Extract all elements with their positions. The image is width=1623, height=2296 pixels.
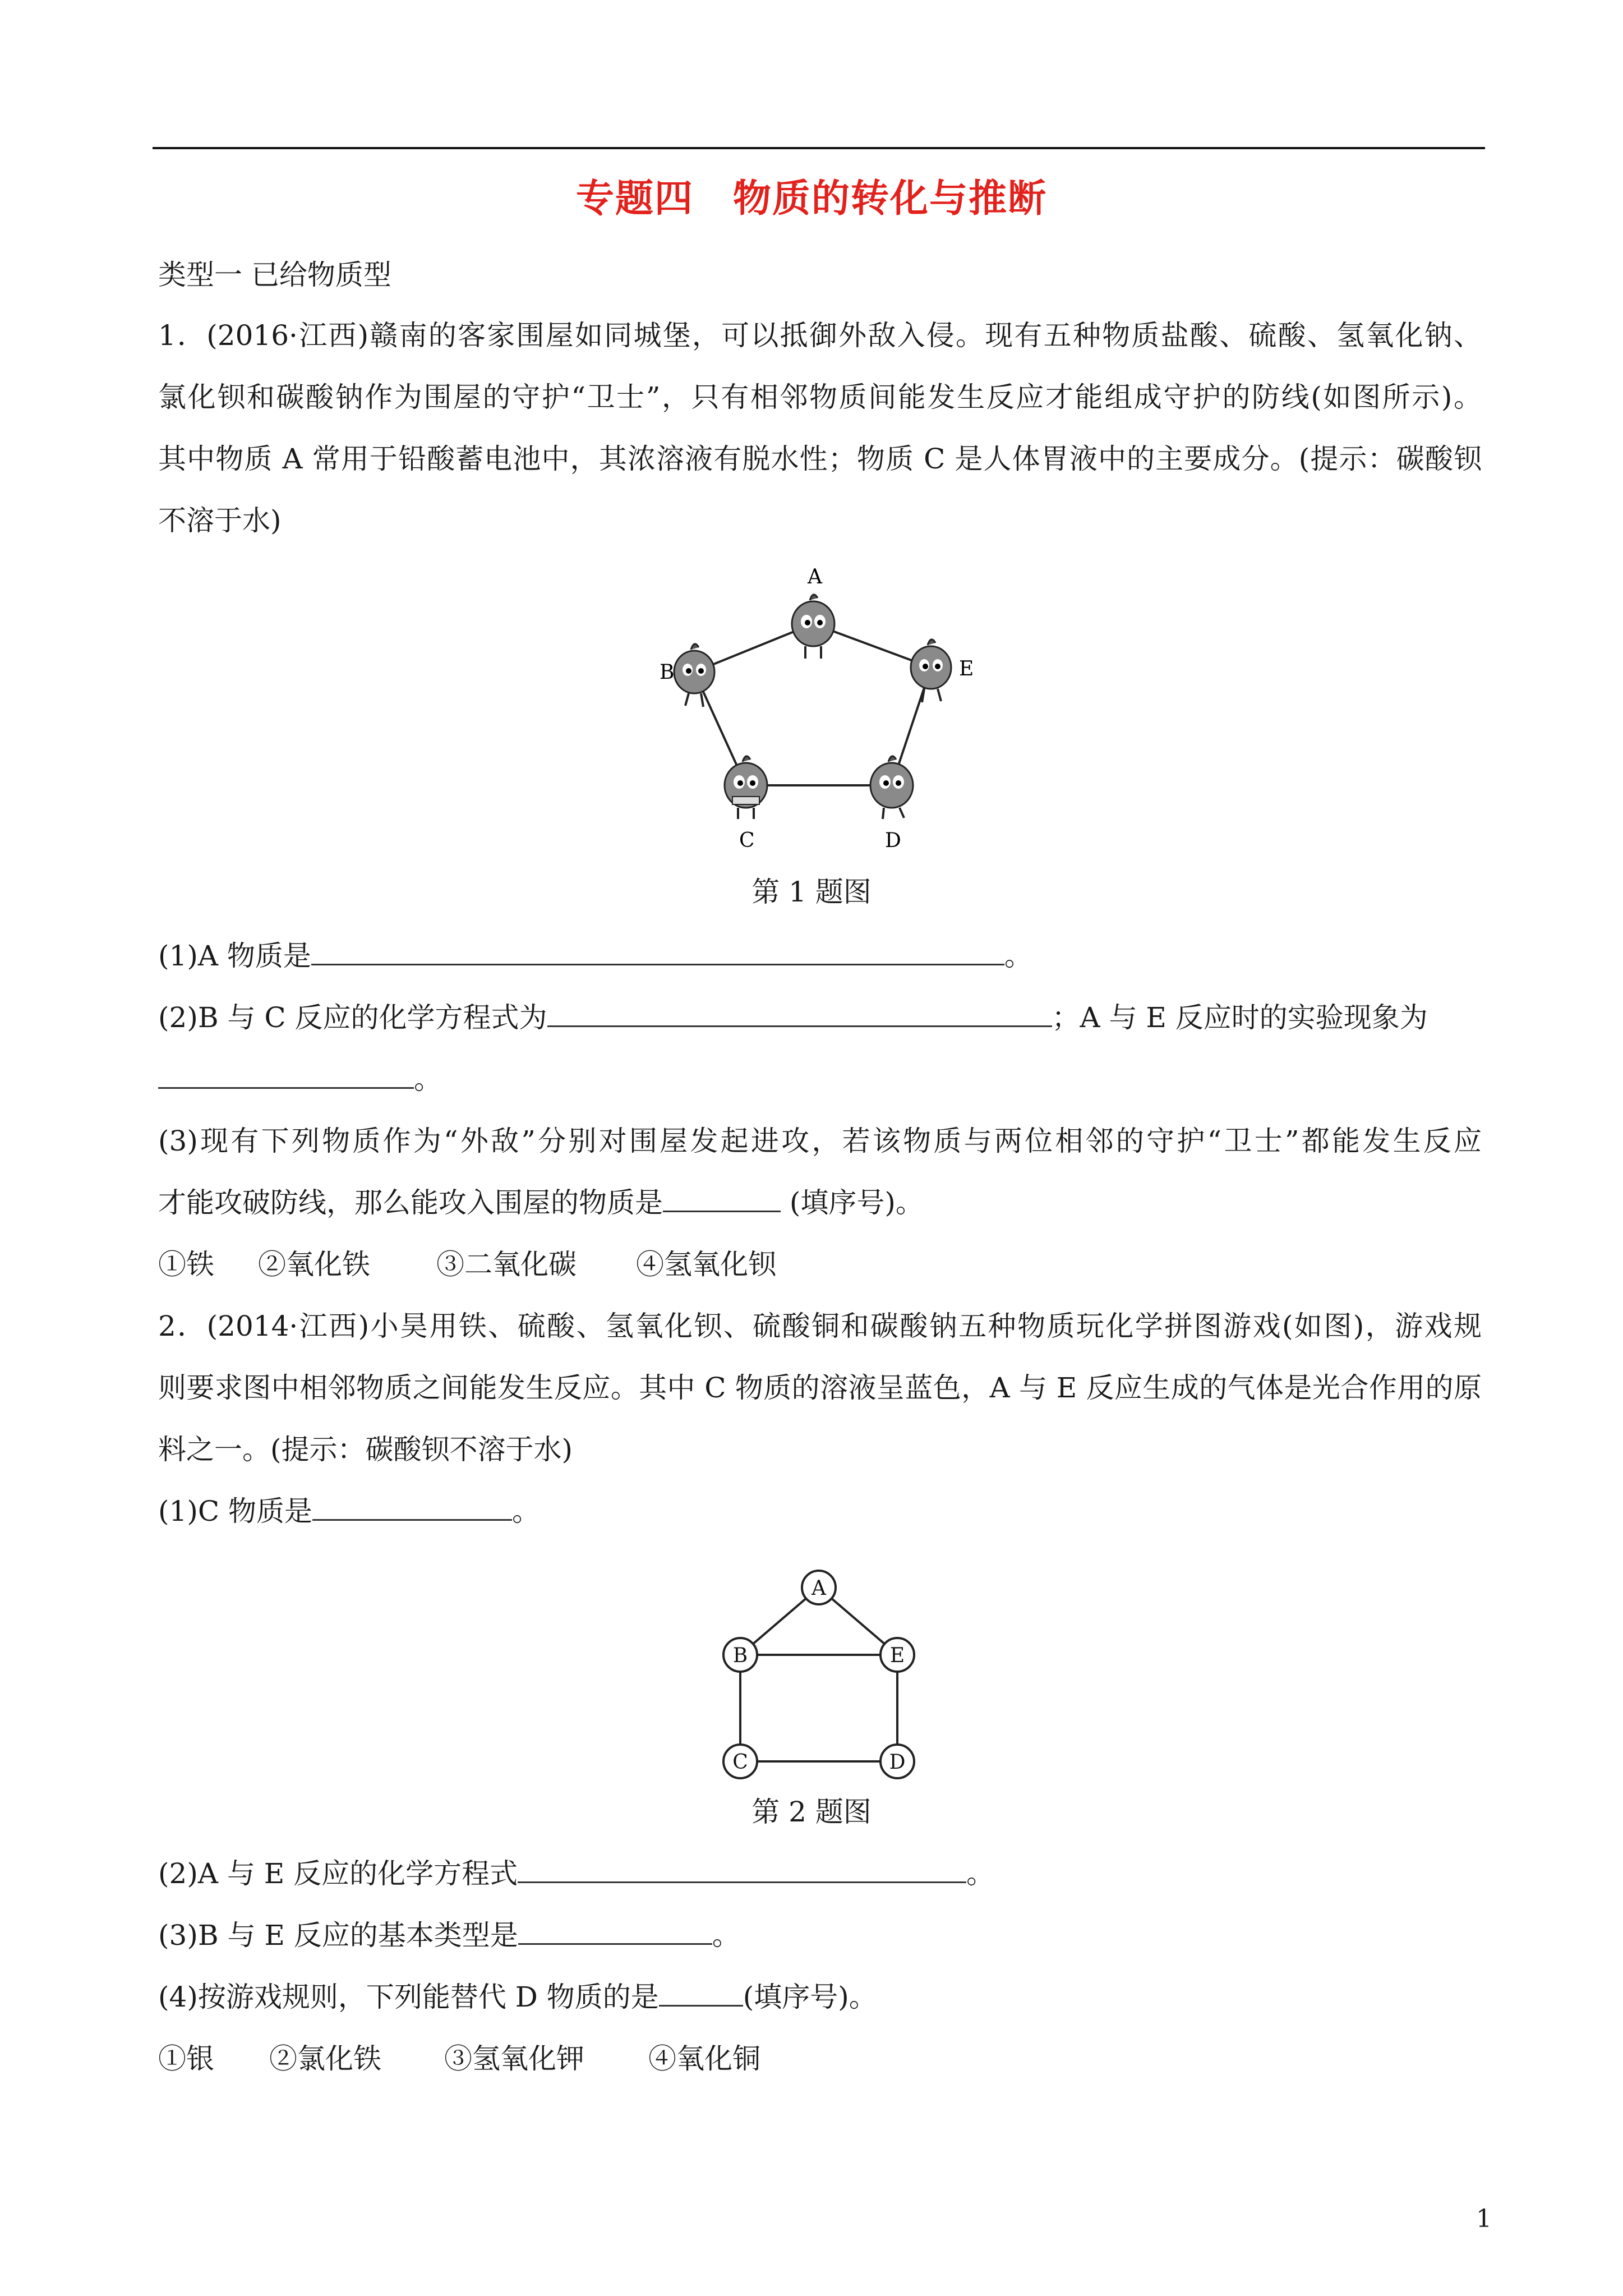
q2-answer-blank-4[interactable]: [659, 1980, 743, 2007]
q2-text-line-3: 料之一。(提示：碳酸钡不溶于水): [158, 1433, 573, 1466]
node-label-a: A: [808, 565, 822, 588]
q1-text-line-4: 不溶于水): [158, 504, 282, 537]
q2-option-1: ①银: [158, 2042, 214, 2075]
q2-part-4: [158, 1979, 1482, 2015]
q1-part-3-line-2: [158, 1185, 1482, 1221]
guard-figure-b: [674, 644, 714, 707]
q1-part-1: [158, 938, 1482, 974]
q1-part-3-prefix: 才能攻破防线，那么能攻入围屋的物质是: [158, 1186, 663, 1219]
q1-pentagon-diagram: [645, 561, 993, 864]
q1-text-line-1: 1．(2016·江西)赣南的客家围屋如同城堡，可以抵御外敌入侵。现有五种物质盐酸、硫酸、氢氧化钠、: [158, 319, 1482, 352]
q1-part-2-continued: [158, 1061, 1482, 1097]
q2-option-2: ②氯化铁: [269, 2042, 381, 2075]
q1-option-4: ④氢氧化钡: [636, 1248, 776, 1281]
house-node-circles: [723, 1571, 914, 1778]
guard-figure-a: [792, 595, 834, 659]
q1-text-line-3: 其中物质 A 常用于铅酸蓄电池中，其浓溶液有脱水性；物质 C 是人体胃液中的主要成分。(提示：碳酸钡: [158, 443, 1482, 475]
q2-part-2-suffix: 。: [966, 1857, 995, 1890]
q2-figure-caption: 第 2 题图: [751, 1796, 872, 1828]
q2-answer-blank-2[interactable]: [518, 1857, 966, 1883]
q1-answer-blank-1[interactable]: [311, 939, 1004, 965]
guard-figure-c: [725, 756, 767, 819]
q2-text-line-2: 则要求图中相邻物质之间能发生反应。其中 C 物质的溶液呈蓝色，A 与 E 反应生成的气体是光合作用的原: [158, 1372, 1482, 1404]
q2-options: [158, 2041, 1482, 2077]
house-node-b: B: [732, 1644, 748, 1667]
q2-part-3-suffix: 。: [712, 1919, 740, 1952]
house-node-d: D: [889, 1751, 906, 1774]
q2-answer-blank-3[interactable]: [518, 1918, 712, 1945]
q2-part-1-prefix: (1)C 物质是: [158, 1495, 312, 1527]
house-node-c: C: [732, 1751, 748, 1774]
node-label-e: E: [959, 657, 974, 680]
q1-answer-blank-3[interactable]: [663, 1186, 781, 1212]
q1-options: [158, 1246, 1482, 1282]
page-title: 专题四 物质的转化与推断: [575, 177, 1047, 221]
q1-part-2-suffix: 。: [414, 1063, 442, 1096]
node-label-b: B: [660, 661, 675, 684]
page-number: 1: [1476, 2205, 1492, 2233]
q1-option-1: ①铁: [158, 1248, 214, 1281]
q2-house-diagram: [712, 1559, 925, 1789]
q1-part-2: [158, 1000, 1482, 1036]
q2-answer-blank-1[interactable]: [312, 1494, 512, 1521]
q1-option-3: ③二氧化碳: [436, 1248, 577, 1281]
q1-figure-caption: 第 1 题图: [751, 876, 872, 908]
q2-part-3-prefix: (3)B 与 E 反应的基本类型是: [158, 1919, 518, 1952]
q1-part-3-line-1: (3)现有下列物质作为“外敌”分别对围屋发起进攻，若该物质与两位相邻的守护“卫士”都能发生反应: [158, 1125, 1482, 1157]
q2-part-1-suffix: 。: [511, 1495, 540, 1527]
q1-part-2-mid: ；A 与 E 反应时的实验现象为: [1052, 1001, 1428, 1034]
node-label-d: D: [885, 829, 901, 852]
q1-part-1-prefix: (1)A 物质是: [158, 940, 311, 972]
q1-part-3-suffix: (填序号)。: [781, 1186, 924, 1219]
q1-answer-blank-2b[interactable]: [158, 1062, 414, 1089]
q2-part-2: [158, 1856, 1482, 1892]
q2-part-3: [158, 1917, 1482, 1953]
guard-figure-d: [870, 756, 913, 819]
node-label-c: C: [739, 829, 755, 852]
q2-text-line-1: 2．(2014·江西)小昊用铁、硫酸、氢氧化钡、硫酸铜和碳酸钠五种物质玩化学拼图游戏(如图)，游戏规: [158, 1310, 1482, 1342]
header-rule: [153, 147, 1485, 149]
q2-part-4-prefix: (4)按游戏规则，下列能替代 D 物质的是: [158, 1981, 659, 2013]
q2-option-3: ③氢氧化钾: [444, 2042, 584, 2075]
q1-part-2-prefix: (2)B 与 C 反应的化学方程式为: [158, 1001, 547, 1034]
q1-part-1-suffix: 。: [1004, 940, 1032, 972]
q2-part-2-prefix: (2)A 与 E 反应的化学方程式: [158, 1857, 518, 1890]
house-node-e: E: [889, 1644, 905, 1667]
q1-option-2: ②氧化铁: [258, 1248, 370, 1281]
q2-part-4-suffix: (填序号)。: [743, 1981, 877, 2013]
q1-text-line-2: 氯化钡和碳酸钠作为围屋的守护“卫士”，只有相邻物质间能发生反应才能组成守护的防线(如图所示)。: [158, 381, 1482, 413]
q1-answer-blank-2a[interactable]: [547, 1001, 1052, 1027]
section-heading: 类型一 已给物质型: [158, 259, 391, 291]
pentagon-edges: [694, 624, 931, 785]
house-edges: [740, 1588, 897, 1761]
q2-part-1: [158, 1493, 1482, 1529]
q2-option-4: ④氧化铜: [648, 2042, 760, 2075]
guard-figure-e: [911, 639, 951, 702]
house-node-a: A: [811, 1577, 826, 1600]
